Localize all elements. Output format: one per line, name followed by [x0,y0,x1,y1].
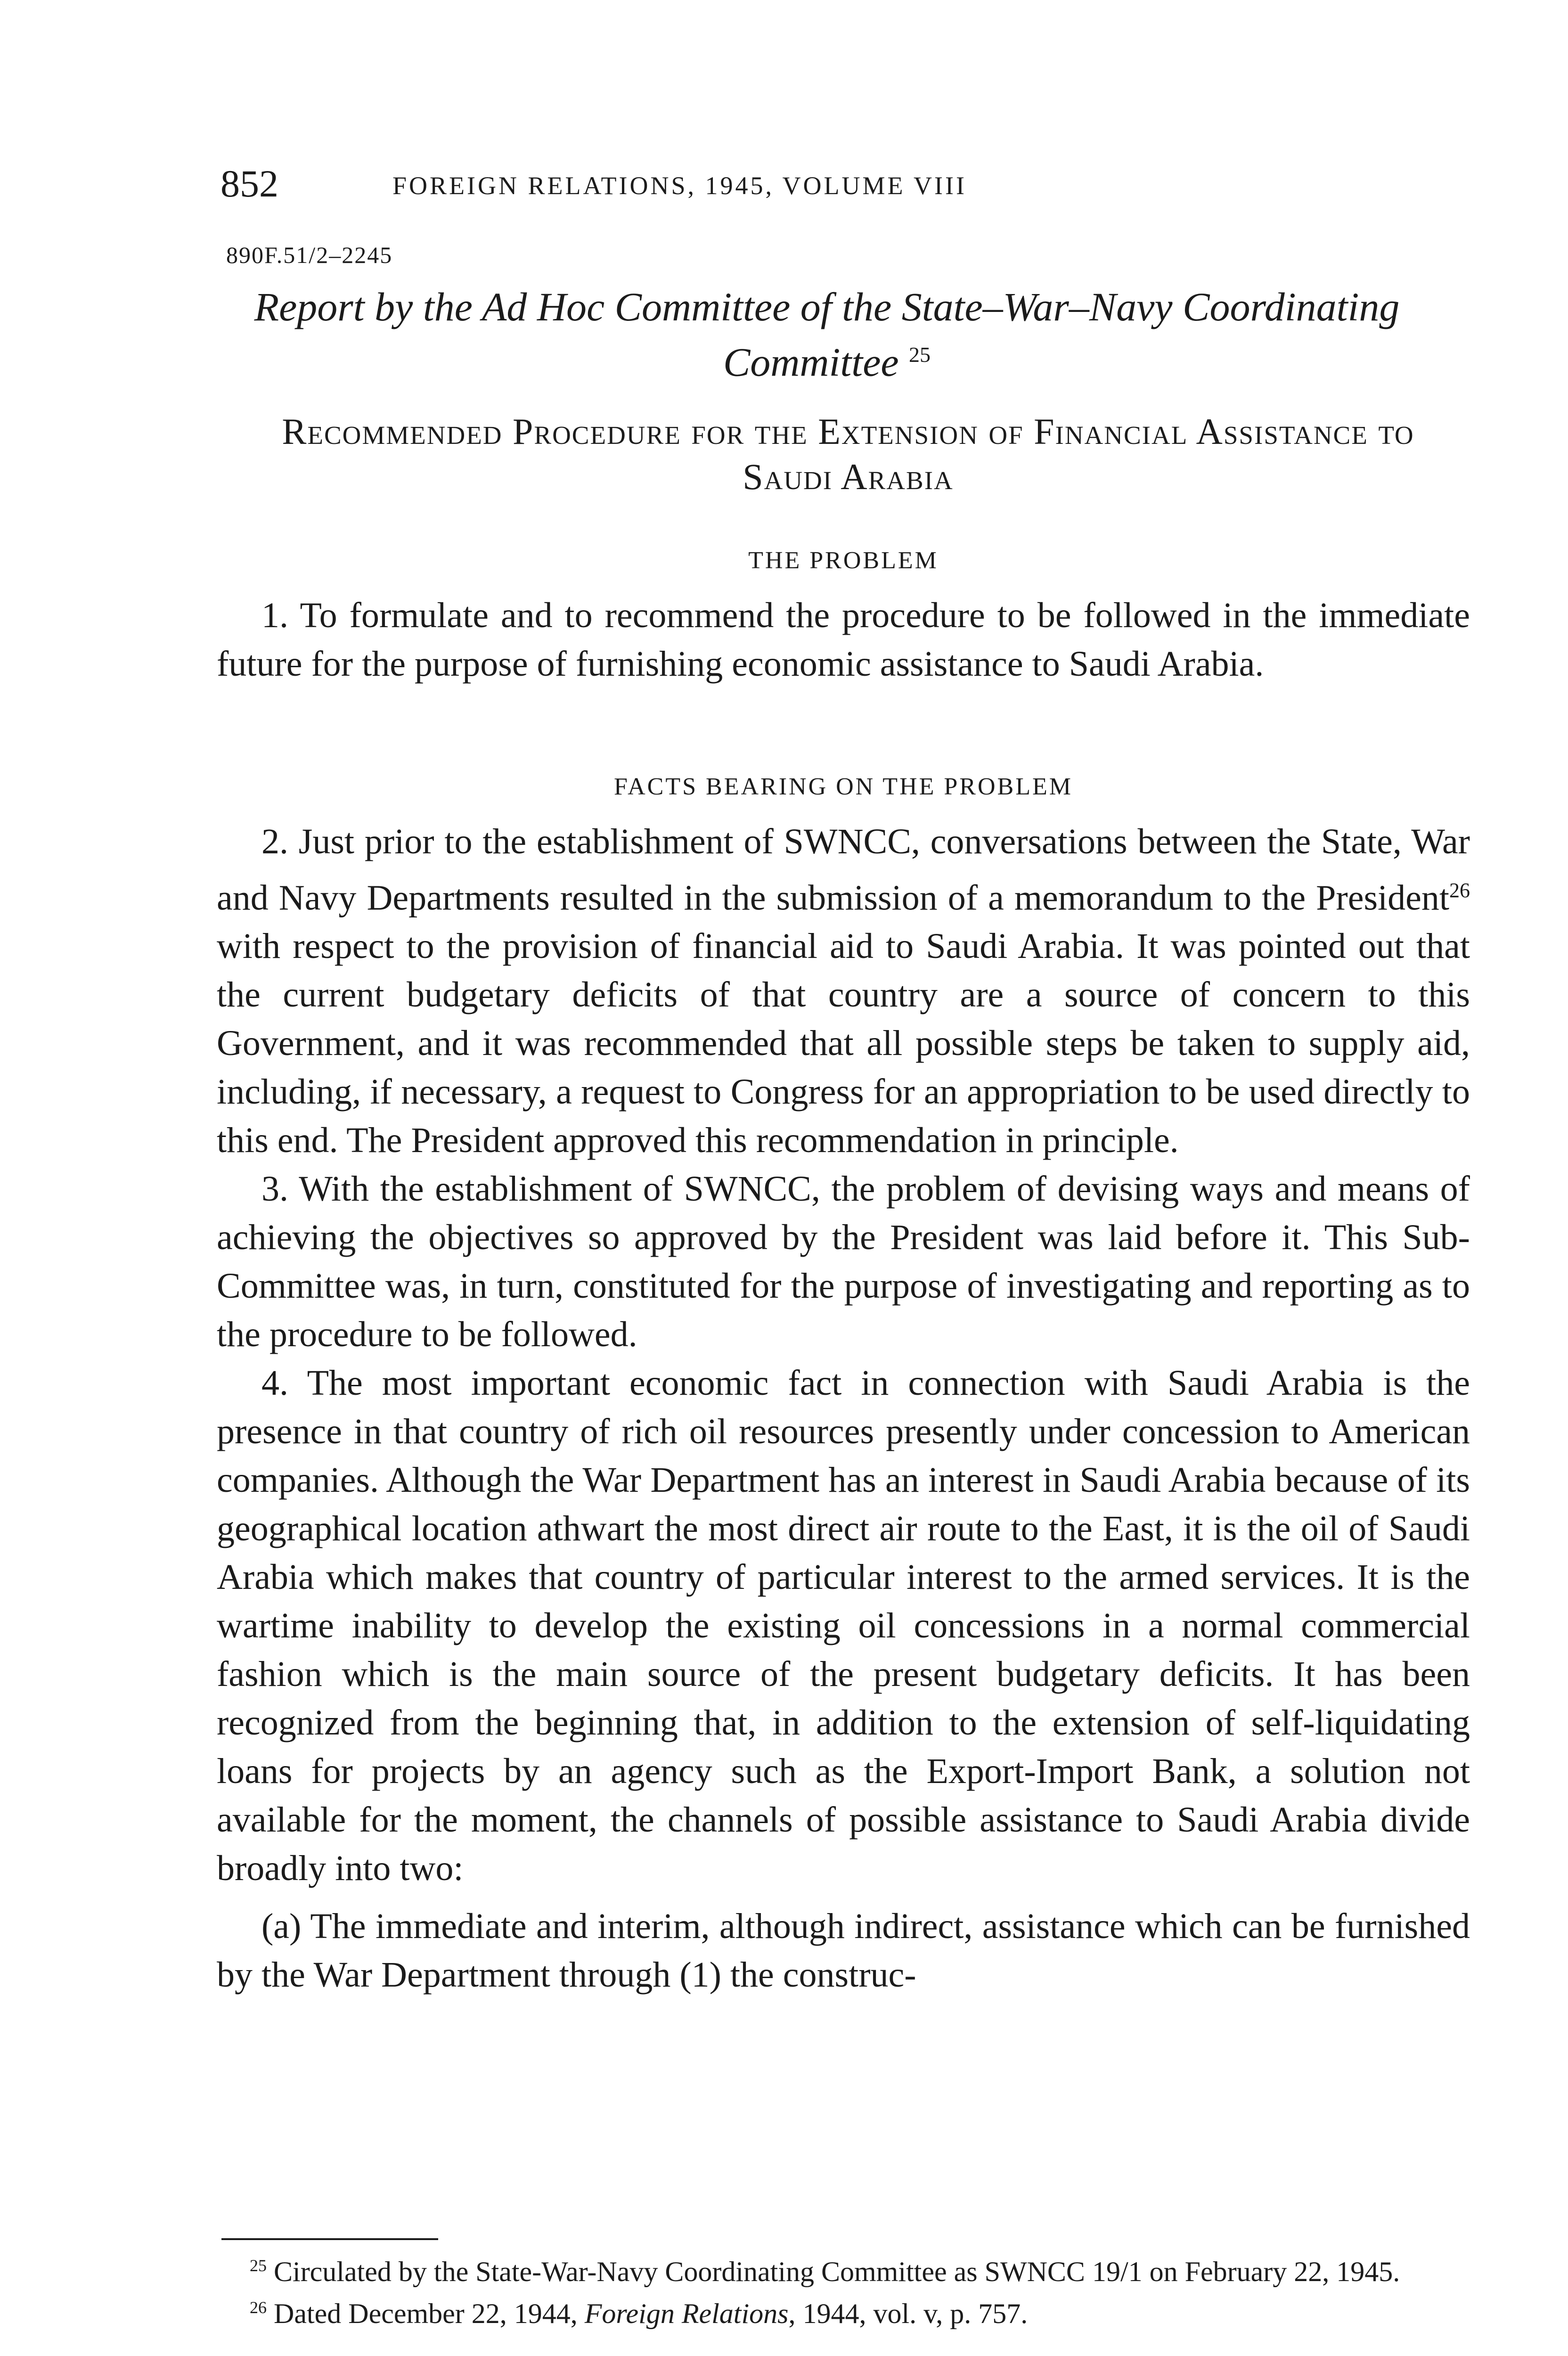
running-title: FOREIGN RELATIONS, 1945, VOLUME VIII [392,172,967,200]
file-number: 890F.51/2–2245 [226,242,393,268]
document-subtitle: Recommended Procedure for the Extension of Financial Assistance to Saudi Arabia [282,411,1414,497]
page-number: 852 [220,162,278,205]
footnote-25-text: Circulated by the State-War-Navy Coordinating Committee as SWNCC 19/1 on February 22, 1945. [274,2256,1400,2287]
footnotes [221,2248,1470,2331]
footnote-marker-26: 26 [250,2298,267,2317]
footnote-25 [221,2248,1470,2290]
footnote-divider [221,2238,438,2240]
paragraph-1: 1. To formulate and to recommend the procedure to be followed in the immediate future for the purpose of furnishing economic assistance to Saudi Arabia. [217,596,1470,684]
section-heading-facts: FACTS BEARING ON THE PROBLEM [614,773,1073,800]
paragraph-4a: (a) The immediate and interim, although indirect, assistance which can be furnished by the War Department through (1) the construc- [217,1906,1470,1995]
footnote-marker-25: 25 [250,2256,267,2275]
footnote-ref-26: 26 [1449,879,1470,902]
footnote-26 [221,2290,1470,2331]
document-title [207,283,1446,386]
footnote-26-text-before: Dated December 22, 1944, [274,2298,585,2329]
footnote-ref-25: 25 [909,343,931,367]
footnote-26-italic-title: Foreign Relations [584,2298,789,2329]
footnote-26-text-after: , 1944, vol. v, p. 757. [788,2298,1028,2329]
section-heading-problem: THE PROBLEM [748,547,939,574]
paragraph-4: 4. The most important economic fact in connection with Saudi Arabia is the presence in that country of rich oil resources presently under concession to American companies. Although the War Department has an interest in Saudi Arabia because of its geographical location athwart the most direct air route to the East, it is the oil of Saudi Arabia which makes that country of particular interest to the armed services. It is the wartime inability to develop the existing oil concessions in a normal commercial fashion which is the main source of the present budgetary deficits. It has been recognized from the beginning that, in addition to the extension of self-liquidating loans for projects by an agency such as the Export-Import Bank, a solution not available for the moment, the channels of possible assistance to Saudi Arabia divide broadly into two: [217,1363,1470,1889]
document-title-text: Report by the Ad Hoc Committee of the State–War–Navy Coordinating Committee [254,284,1400,385]
page-header [220,160,1304,217]
paragraph-2-text-a: 2. Just prior to the establishment of SWNCC, conversations between the State, War and Navy Departments resulted in the submission of a memorandum to the President [217,822,1470,918]
paragraph-2 [217,818,1470,1165]
section-problem-body [217,591,1470,688]
section-facts-body [217,818,1470,1999]
paragraph-3: 3. With the establishment of SWNCC, the problem of devising ways and means of achieving the objectives so approved by the President was laid before it. This Sub-Committee was, in turn, constituted for the purpose of investigating and reporting as to the procedure to be followed. [217,1169,1470,1355]
paragraph-2-text-b: with respect to the provision of financial aid to Saudi Arabia. It was pointed out that the current budgetary deficits of that country are a source of concern to this Government, and it was recommended that all possible steps be taken to supply aid, including, if necessary, a request to Congress for an appropriation to be used directly to this end. The President approved this recommendation in principle. [217,926,1470,1161]
